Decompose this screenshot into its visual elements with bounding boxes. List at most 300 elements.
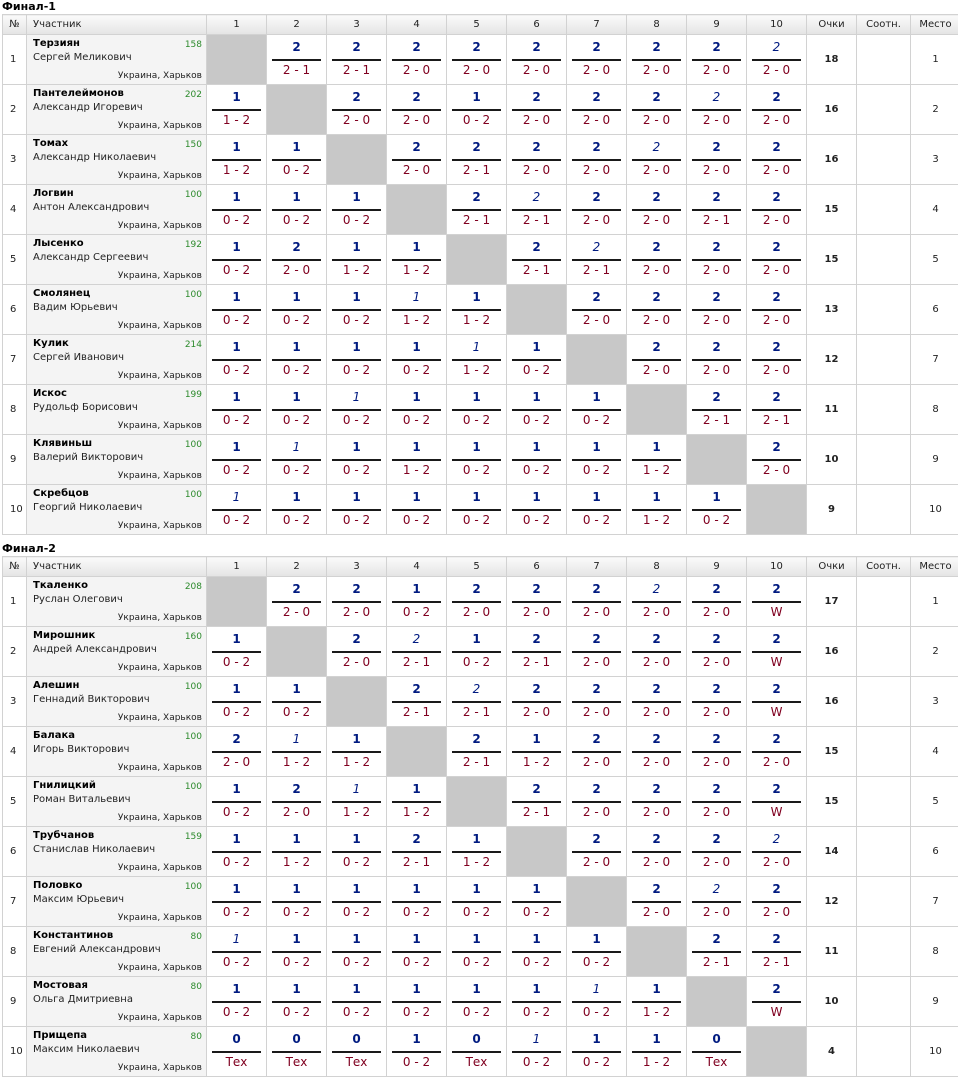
match-cell[interactable] [567, 485, 627, 535]
match-cell[interactable] [627, 627, 687, 677]
match-cell[interactable] [447, 35, 507, 85]
match-cell[interactable] [327, 335, 387, 385]
player-cell[interactable] [27, 85, 207, 135]
match-cell[interactable] [447, 1027, 507, 1077]
match-cell[interactable] [507, 35, 567, 85]
match-cell[interactable] [747, 777, 807, 827]
match-cell[interactable] [627, 85, 687, 135]
header-opponent-8[interactable]: 8 [627, 557, 687, 577]
header-num[interactable]: № [3, 15, 27, 35]
match-cell[interactable] [327, 35, 387, 85]
match-score: 0 - 2 [582, 955, 611, 969]
player-cell[interactable] [27, 577, 207, 627]
match-cell[interactable] [507, 577, 567, 627]
header-points[interactable]: Очки [807, 557, 857, 577]
match-cell[interactable] [207, 85, 267, 135]
player-surname[interactable]: Мостовая [33, 980, 88, 991]
header-opponent-4[interactable]: 4 [387, 557, 447, 577]
match-cell[interactable] [567, 85, 627, 135]
match-cell[interactable] [747, 35, 807, 85]
header-opponent-1[interactable]: 1 [207, 557, 267, 577]
match-score: 2 - 1 [762, 955, 791, 969]
match-cell[interactable] [447, 135, 507, 185]
match-cell[interactable] [267, 185, 327, 235]
match-cell[interactable] [207, 235, 267, 285]
match-cell[interactable] [507, 485, 567, 535]
match-cell[interactable] [267, 827, 327, 877]
match-cell[interactable] [687, 335, 747, 385]
match-cell[interactable] [327, 927, 387, 977]
match-cell[interactable] [687, 777, 747, 827]
player-surname[interactable]: Трубчанов [33, 830, 95, 841]
player-cell[interactable] [27, 677, 207, 727]
player-surname[interactable]: Клявиньш [33, 438, 93, 449]
match-cell[interactable] [507, 877, 567, 927]
match-cell[interactable] [267, 35, 327, 85]
match-cell[interactable] [207, 185, 267, 235]
match-cell[interactable] [387, 577, 447, 627]
match-cell[interactable] [387, 627, 447, 677]
player-surname[interactable]: Алешин [33, 680, 80, 691]
header-opponent-2[interactable]: 2 [267, 15, 327, 35]
match-cell[interactable] [267, 385, 327, 435]
match-cell[interactable] [567, 285, 627, 335]
match-cell[interactable] [267, 577, 327, 627]
match-cell[interactable] [567, 677, 627, 727]
match-cell[interactable] [747, 285, 807, 335]
match-cell[interactable] [687, 927, 747, 977]
header-opponent-4[interactable]: 4 [387, 15, 447, 35]
match-cell[interactable] [747, 235, 807, 285]
match-cell[interactable] [387, 335, 447, 385]
header-opponent-2[interactable]: 2 [267, 557, 327, 577]
match-cell[interactable] [207, 827, 267, 877]
match-cell[interactable] [327, 1027, 387, 1077]
player-cell[interactable] [27, 627, 207, 677]
player-cell[interactable] [27, 285, 207, 335]
match-cell[interactable] [387, 235, 447, 285]
match-cell[interactable] [627, 777, 687, 827]
player-cell[interactable] [27, 385, 207, 435]
match-cell[interactable] [387, 285, 447, 335]
ratio-cell [857, 977, 911, 1027]
match-cell[interactable] [207, 1027, 267, 1077]
player-rating: 208 [184, 582, 202, 592]
header-opponent-7[interactable]: 7 [567, 557, 627, 577]
match-cell[interactable] [207, 385, 267, 435]
match-score: W [770, 705, 783, 719]
match-cell[interactable] [747, 85, 807, 135]
match-cell[interactable] [567, 627, 627, 677]
match-cell[interactable] [327, 185, 387, 235]
match-cell[interactable] [747, 577, 807, 627]
header-opponent-5[interactable]: 5 [447, 15, 507, 35]
match-cell[interactable] [447, 577, 507, 627]
match-cell[interactable] [207, 727, 267, 777]
match-cell[interactable] [627, 135, 687, 185]
player-cell[interactable] [27, 35, 207, 85]
player-surname[interactable]: Скребцов [33, 488, 89, 499]
match-score: 0 - 2 [222, 955, 251, 969]
match-cell[interactable] [387, 435, 447, 485]
match-cell[interactable] [507, 977, 567, 1027]
total-points: 11 [807, 927, 857, 977]
match-points: 1 [532, 882, 541, 896]
match-cell[interactable] [747, 727, 807, 777]
match-score: 2 - 1 [342, 63, 371, 77]
match-cell[interactable] [447, 185, 507, 235]
header-opponent-6[interactable]: 6 [507, 557, 567, 577]
match-points: 1 [412, 882, 421, 896]
match-cell[interactable] [567, 35, 627, 85]
match-cell[interactable] [327, 827, 387, 877]
match-cell[interactable] [687, 385, 747, 435]
self-cell [507, 827, 567, 877]
match-cell[interactable] [627, 185, 687, 235]
match-cell[interactable] [627, 977, 687, 1027]
match-cell[interactable] [627, 235, 687, 285]
match-cell[interactable] [207, 927, 267, 977]
match-cell[interactable] [507, 385, 567, 435]
match-cell[interactable] [387, 827, 447, 877]
match-points: 2 [772, 582, 781, 596]
match-cell[interactable] [567, 135, 627, 185]
match-cell[interactable] [267, 677, 327, 727]
player-surname[interactable]: Терзиян [33, 38, 80, 49]
match-cell[interactable] [747, 135, 807, 185]
player-first-name: Александр Игоревич [33, 102, 143, 113]
player-surname[interactable]: Гнилицкий [33, 780, 96, 791]
match-cell[interactable] [267, 135, 327, 185]
score-divider [272, 951, 321, 953]
match-cell[interactable] [747, 677, 807, 727]
score-divider [452, 509, 501, 511]
match-cell[interactable] [627, 577, 687, 627]
match-points: 1 [472, 490, 481, 504]
match-cell[interactable] [627, 35, 687, 85]
match-points: 2 [292, 782, 301, 796]
match-cell[interactable] [507, 135, 567, 185]
header-num[interactable]: № [3, 557, 27, 577]
player-surname[interactable]: Половко [33, 880, 83, 891]
header-opponent-8[interactable]: 8 [627, 15, 687, 35]
match-cell[interactable] [687, 677, 747, 727]
match-cell[interactable] [447, 827, 507, 877]
header-opponent-10[interactable]: 10 [747, 15, 807, 35]
player-cell[interactable] [27, 1027, 207, 1077]
match-cell[interactable] [387, 385, 447, 435]
score-divider [332, 801, 381, 803]
match-cell[interactable] [327, 877, 387, 927]
match-cell[interactable] [687, 185, 747, 235]
match-cell[interactable] [447, 485, 507, 535]
match-cell[interactable] [327, 385, 387, 435]
match-cell[interactable] [267, 877, 327, 927]
match-cell[interactable] [207, 877, 267, 927]
match-cell[interactable] [747, 927, 807, 977]
header-opponent-5[interactable]: 5 [447, 557, 507, 577]
player-surname[interactable]: Пантелеймонов [33, 88, 124, 99]
match-cell[interactable] [507, 435, 567, 485]
match-cell[interactable] [267, 235, 327, 285]
match-points: 1 [412, 340, 421, 354]
match-cell[interactable] [507, 627, 567, 677]
match-cell[interactable] [387, 135, 447, 185]
player-cell[interactable] [27, 135, 207, 185]
match-cell[interactable] [567, 385, 627, 435]
player-surname[interactable]: Ткаленко [33, 580, 89, 591]
player-cell[interactable] [27, 235, 207, 285]
player-cell[interactable] [27, 335, 207, 385]
player-surname[interactable]: Логвин [33, 188, 74, 199]
match-score: 2 - 0 [582, 213, 611, 227]
total-points: 15 [807, 777, 857, 827]
match-cell[interactable] [387, 85, 447, 135]
match-cell[interactable] [207, 285, 267, 335]
row-number: 3 [3, 677, 27, 727]
row-number: 2 [3, 85, 27, 135]
match-cell[interactable] [447, 977, 507, 1027]
score-divider [692, 59, 741, 61]
player-cell[interactable] [27, 185, 207, 235]
player-surname[interactable]: Томах [33, 138, 69, 149]
match-cell[interactable] [327, 85, 387, 135]
match-cell[interactable] [567, 727, 627, 777]
match-points: 1 [472, 982, 481, 996]
place-cell: 4 [911, 185, 958, 235]
match-cell[interactable] [687, 135, 747, 185]
match-points: 2 [772, 682, 781, 696]
match-cell[interactable] [567, 577, 627, 627]
match-cell[interactable] [507, 727, 567, 777]
player-cell[interactable] [27, 827, 207, 877]
score-divider [212, 651, 261, 653]
section-title: Финал-1 [2, 0, 56, 13]
match-cell[interactable] [447, 285, 507, 335]
match-cell[interactable] [507, 777, 567, 827]
match-cell[interactable] [447, 85, 507, 135]
header-opponent-3[interactable]: 3 [327, 557, 387, 577]
match-cell[interactable] [447, 727, 507, 777]
match-cell[interactable] [747, 977, 807, 1027]
match-cell[interactable] [267, 1027, 327, 1077]
match-cell[interactable] [327, 977, 387, 1027]
match-cell[interactable] [627, 827, 687, 877]
match-cell[interactable] [207, 977, 267, 1027]
total-points: 14 [807, 827, 857, 877]
match-cell[interactable] [447, 927, 507, 977]
match-cell[interactable] [267, 335, 327, 385]
match-cell[interactable] [267, 927, 327, 977]
match-cell[interactable] [687, 235, 747, 285]
player-surname[interactable]: Константинов [33, 930, 114, 941]
score-divider [452, 159, 501, 161]
match-cell[interactable] [267, 727, 327, 777]
match-cell[interactable] [687, 577, 747, 627]
match-cell[interactable] [507, 927, 567, 977]
match-cell[interactable] [267, 435, 327, 485]
match-score: 0 - 2 [522, 1055, 551, 1069]
header-ratio[interactable]: Соотн. [857, 557, 911, 577]
match-cell[interactable] [627, 727, 687, 777]
match-cell[interactable] [567, 235, 627, 285]
player-surname[interactable]: Искос [33, 388, 67, 399]
score-divider [392, 359, 441, 361]
header-opponent-6[interactable]: 6 [507, 15, 567, 35]
match-cell[interactable] [327, 727, 387, 777]
match-cell[interactable] [387, 977, 447, 1027]
match-cell[interactable] [687, 727, 747, 777]
match-points: 1 [472, 440, 481, 454]
match-cell[interactable] [267, 977, 327, 1027]
header-ratio[interactable]: Соотн. [857, 15, 911, 35]
match-cell[interactable] [387, 927, 447, 977]
match-cell[interactable] [327, 485, 387, 535]
score-divider [512, 901, 561, 903]
player-cell[interactable] [27, 777, 207, 827]
match-cell[interactable] [627, 677, 687, 727]
match-cell[interactable] [567, 827, 627, 877]
match-cell[interactable] [387, 777, 447, 827]
header-opponent-9[interactable]: 9 [687, 557, 747, 577]
match-cell[interactable] [687, 1027, 747, 1077]
match-cell[interactable] [207, 435, 267, 485]
match-cell[interactable] [327, 627, 387, 677]
header-opponent-7[interactable]: 7 [567, 15, 627, 35]
match-score: Тех [345, 1055, 368, 1069]
match-cell[interactable] [747, 185, 807, 235]
match-cell[interactable] [387, 485, 447, 535]
match-cell[interactable] [747, 627, 807, 677]
score-divider [272, 1001, 321, 1003]
player-cell[interactable] [27, 435, 207, 485]
match-cell[interactable] [687, 485, 747, 535]
match-cell[interactable] [387, 1027, 447, 1077]
player-surname[interactable]: Прищепа [33, 1030, 88, 1041]
player-cell[interactable] [27, 727, 207, 777]
match-cell[interactable] [507, 335, 567, 385]
match-cell[interactable] [507, 85, 567, 135]
ratio-cell [857, 285, 911, 335]
match-cell[interactable] [567, 435, 627, 485]
match-cell[interactable] [747, 335, 807, 385]
match-cell[interactable] [387, 677, 447, 727]
match-cell[interactable] [627, 335, 687, 385]
place-cell: 6 [911, 285, 958, 335]
match-cell[interactable] [267, 485, 327, 535]
match-cell[interactable] [747, 827, 807, 877]
match-cell[interactable] [207, 677, 267, 727]
match-cell[interactable] [567, 1027, 627, 1077]
header-place[interactable]: Место [911, 557, 958, 577]
match-cell[interactable] [627, 877, 687, 927]
header-participant[interactable]: Участник [27, 15, 207, 35]
score-divider [512, 1051, 561, 1053]
match-cell[interactable] [447, 435, 507, 485]
player-cell[interactable] [27, 977, 207, 1027]
match-points: 2 [712, 582, 721, 596]
player-cell[interactable] [27, 877, 207, 927]
match-cell[interactable] [627, 485, 687, 535]
match-cell[interactable] [567, 777, 627, 827]
header-points[interactable]: Очки [807, 15, 857, 35]
match-cell[interactable] [267, 777, 327, 827]
match-cell[interactable] [207, 777, 267, 827]
match-cell[interactable] [747, 435, 807, 485]
player-surname[interactable]: Балака [33, 730, 75, 741]
match-cell[interactable] [687, 827, 747, 877]
header-opponent-9[interactable]: 9 [687, 15, 747, 35]
match-cell[interactable] [447, 385, 507, 435]
match-points: 2 [712, 632, 721, 646]
match-cell[interactable] [567, 977, 627, 1027]
match-cell[interactable] [447, 627, 507, 677]
match-cell[interactable] [747, 877, 807, 927]
match-score: 2 - 0 [642, 363, 671, 377]
match-cell[interactable] [507, 185, 567, 235]
match-cell[interactable] [627, 285, 687, 335]
player-surname[interactable]: Кулик [33, 338, 69, 349]
match-cell[interactable] [207, 135, 267, 185]
match-cell[interactable] [327, 235, 387, 285]
match-cell[interactable] [687, 35, 747, 85]
player-cell[interactable] [27, 485, 207, 535]
match-cell[interactable] [207, 627, 267, 677]
match-cell[interactable] [687, 85, 747, 135]
match-cell[interactable] [207, 335, 267, 385]
score-divider [752, 601, 801, 603]
header-opponent-1[interactable]: 1 [207, 15, 267, 35]
match-cell[interactable] [687, 627, 747, 677]
match-cell[interactable] [567, 185, 627, 235]
match-cell[interactable] [747, 385, 807, 435]
match-cell[interactable] [327, 435, 387, 485]
player-cell[interactable] [27, 927, 207, 977]
match-cell[interactable] [387, 877, 447, 927]
player-surname[interactable]: Мирошник [33, 630, 96, 641]
match-score: 2 - 1 [462, 705, 491, 719]
match-cell[interactable] [507, 1027, 567, 1077]
match-cell[interactable] [507, 677, 567, 727]
header-participant[interactable]: Участник [27, 557, 207, 577]
player-surname[interactable]: Смолянец [33, 288, 91, 299]
match-cell[interactable] [447, 677, 507, 727]
match-cell[interactable] [267, 285, 327, 335]
match-cell[interactable] [387, 35, 447, 85]
match-cell[interactable] [447, 335, 507, 385]
match-cell[interactable] [627, 435, 687, 485]
match-cell[interactable] [327, 577, 387, 627]
header-opponent-3[interactable]: 3 [327, 15, 387, 35]
match-cell[interactable] [327, 777, 387, 827]
match-cell[interactable] [447, 877, 507, 927]
score-divider [692, 701, 741, 703]
match-score: 1 - 2 [222, 113, 251, 127]
header-place[interactable]: Место [911, 15, 958, 35]
match-cell[interactable] [207, 485, 267, 535]
match-cell[interactable] [687, 285, 747, 335]
match-cell[interactable] [567, 927, 627, 977]
player-surname[interactable]: Лысенко [33, 238, 84, 249]
match-cell[interactable] [627, 1027, 687, 1077]
match-points: 1 [292, 340, 301, 354]
header-opponent-10[interactable]: 10 [747, 557, 807, 577]
match-cell[interactable] [507, 235, 567, 285]
match-score: 2 - 0 [642, 855, 671, 869]
match-points: 2 [352, 632, 361, 646]
match-cell[interactable] [687, 877, 747, 927]
match-cell[interactable] [327, 285, 387, 335]
